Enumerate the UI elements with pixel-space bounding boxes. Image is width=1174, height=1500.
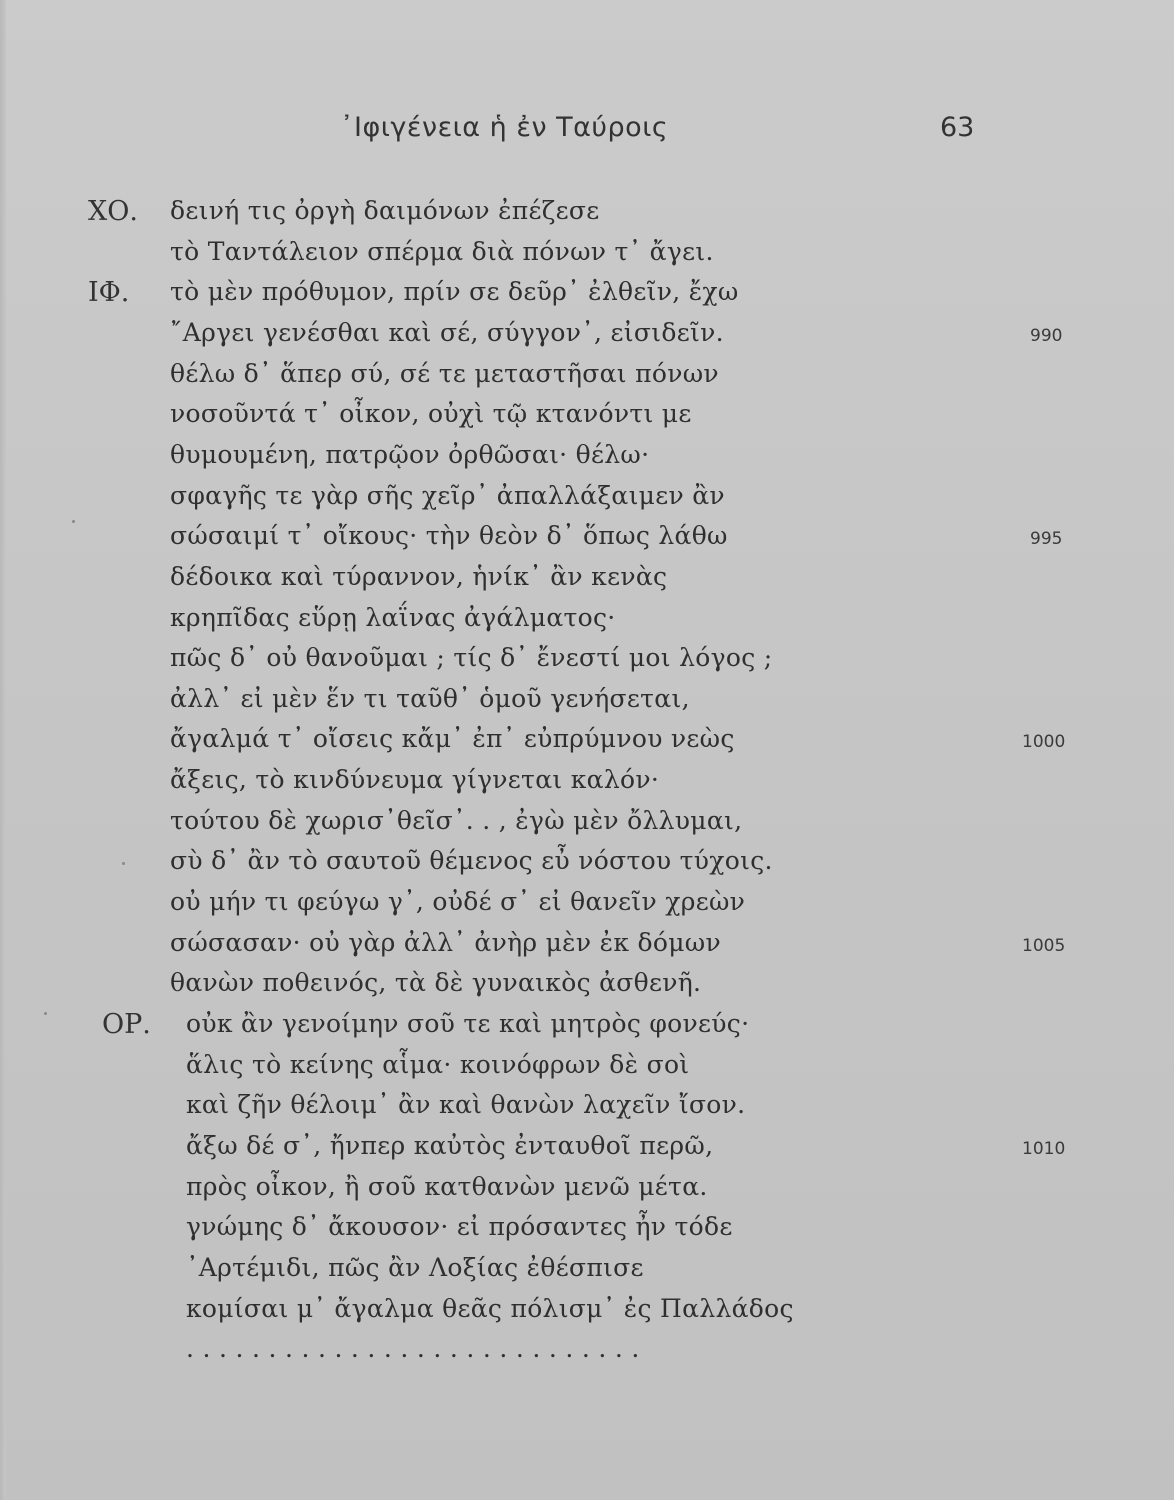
- verse-text: θέλω δ᾿ ἅπερ σύ, σέ τε μεταστῆσαι πόνων: [170, 358, 719, 388]
- verse-text: οὐ μήν τι φεύγω γ᾿, οὐδέ σ᾿ εἰ θανεῖν χρεὼν: [170, 887, 746, 917]
- verse-line: [0, 1212, 1174, 1252]
- verse-text: κομίσαι μ᾿ ἄγαλμα θεᾶς πόλισμ᾿ ἐς Παλλάδος: [186, 1293, 794, 1323]
- verse-text: ἄξω δέ σ᾿, ἤνπερ καὐτὸς ἐνταυθοῖ περῶ,: [186, 1130, 714, 1160]
- verse-text: σώσαιμί τ᾿ οἴκους· τὴν θεὸν δ᾿ ὅπως λάθω: [170, 521, 728, 551]
- page-number: 63: [940, 112, 975, 143]
- running-title: ᾿Ιφιγένεια ἡ ἐν Ταύροις: [340, 112, 669, 143]
- lacuna-dots: . . . . . . . . . . . . . . . . . . . . . . . . . . . .: [186, 1334, 640, 1364]
- verse-text: τὸ μὲν πρόθυμον, πρίν σε δεῦρ᾿ ἐλθεῖν, ἔχω: [170, 277, 739, 307]
- line-number: 995: [1030, 529, 1063, 550]
- verse-line: [0, 1090, 1174, 1130]
- speaker-label: ΧΟ.: [88, 196, 138, 227]
- verse-line: [0, 643, 1174, 683]
- verse-text: σὺ δ᾿ ἂν τὸ σαυτοῦ θέμενος εὖ νόστου τύχοις.: [170, 846, 773, 876]
- verse-text: ἀλλ᾿ εἰ μὲν ἕν τι ταῦθ᾿ ὁμοῦ γενήσεται,: [170, 683, 690, 713]
- verse-text: οὐκ ἂν γενοίμην σοῦ τε καὶ μητρὸς φονεύς·: [186, 1009, 750, 1038]
- verse-line: [0, 765, 1174, 805]
- verse-line: [0, 806, 1174, 846]
- verse-text: θυμουμένη, πατρῷον ὀρθῶσαι· θέλω·: [170, 439, 650, 469]
- verse-line: [0, 1334, 1174, 1374]
- verse-line: [0, 359, 1174, 399]
- verse-text: δεινή τις ὀργὴ δαιμόνων ἐπέζεσε: [170, 196, 600, 225]
- verse-line: [0, 1009, 1174, 1049]
- verse-line: [0, 318, 1174, 358]
- verse-text: τὸ Ταντάλειον σπέρμα διὰ πόνων τ᾿ ἄγει.: [170, 236, 714, 266]
- verse-line: [0, 481, 1174, 521]
- verse-line: [0, 846, 1174, 886]
- line-number: 990: [1030, 325, 1063, 346]
- verse-line: [0, 440, 1174, 480]
- verse-text: ῎Αργει γενέσθαι καὶ σέ, σύγγον᾿, εἰσιδεῖν.: [170, 317, 724, 347]
- verse-line: [0, 1131, 1174, 1171]
- verse-line: [0, 724, 1174, 764]
- verse-text: ἄγαλμά τ᾿ οἴσεις κἄμ᾿ ἐπ᾿ εὐπρύμνου νεὼς: [170, 724, 735, 754]
- verse-line: [0, 1172, 1174, 1212]
- verse-text: γνώμης δ᾿ ἄκουσον· εἰ πρόσαντες ἦν τόδε: [186, 1212, 733, 1242]
- verse-line: [0, 1253, 1174, 1293]
- verse-text: καὶ ζῆν θέλοιμ᾿ ἂν καὶ θανὼν λαχεῖν ἴσον.: [186, 1090, 746, 1120]
- verse-text: πῶς δ᾿ οὐ θανοῦμαι ; τίς δ᾿ ἔνεστί μοι λόγος ;: [170, 643, 773, 673]
- verse-text: σφαγῆς τε γὰρ σῆς χεῖρ᾿ ἀπαλλάξαιμεν ἂν: [170, 480, 725, 510]
- verse-line: [0, 196, 1174, 236]
- verse-text: ἅλις τὸ κείνης αἷμα· κοινόφρων δὲ σοὶ: [186, 1049, 690, 1079]
- line-number: 1005: [1022, 935, 1066, 956]
- verse-line: [0, 1294, 1174, 1334]
- verse-line: [0, 684, 1174, 724]
- verse-line: [0, 399, 1174, 439]
- verse-line: [0, 887, 1174, 927]
- speaker-label: ΙΦ.: [88, 277, 130, 309]
- line-number: 1010: [1022, 1138, 1066, 1159]
- verse-line: [0, 968, 1174, 1008]
- verse-text: ᾿Αρτέμιδι, πῶς ἂν Λοξίας ἐθέσπισε: [186, 1252, 644, 1282]
- paper-speck: [72, 520, 75, 523]
- verse-line: [0, 277, 1174, 317]
- verse-line: [0, 1050, 1174, 1090]
- verse-text: ἄξεις, τὸ κινδύνευμα γίγνεται καλόν·: [170, 765, 660, 795]
- verse-text: θανὼν ποθεινός, τὰ δὲ γυναικὸς ἀσθενῆ.: [170, 968, 702, 998]
- verse-line: [0, 603, 1174, 643]
- verse-text: δέδοικα καὶ τύραννον, ἡνίκ᾿ ἂν κενὰς: [170, 561, 668, 591]
- speaker-label: ΟΡ.: [102, 1009, 151, 1040]
- verse-line: [0, 928, 1174, 968]
- verse-line: [0, 562, 1174, 602]
- verse-text: τούτου δὲ χωρισ᾿θεῖσ᾿. . , ἐγὼ μὲν ὄλλυμαι,: [170, 805, 743, 835]
- verse-text: πρὸς οἶκον, ἢ σοῦ κατθανὼν μενῶ μέτα.: [186, 1171, 708, 1201]
- verse-line: [0, 237, 1174, 277]
- verse-line: [0, 521, 1174, 561]
- verse-text: κρηπῖδας εὕρῃ λαΐνας ἀγάλματος·: [170, 602, 616, 632]
- line-number: 1000: [1022, 732, 1066, 753]
- paper-speck: [44, 1012, 47, 1015]
- verse-text: νοσοῦντά τ᾿ οἶκον, οὐχὶ τῷ κτανόντι με: [170, 399, 692, 429]
- paper-speck: [122, 862, 125, 865]
- verse-text: σώσασαν· οὐ γὰρ ἀλλ᾿ ἀνὴρ μὲν ἐκ δόμων: [170, 927, 721, 957]
